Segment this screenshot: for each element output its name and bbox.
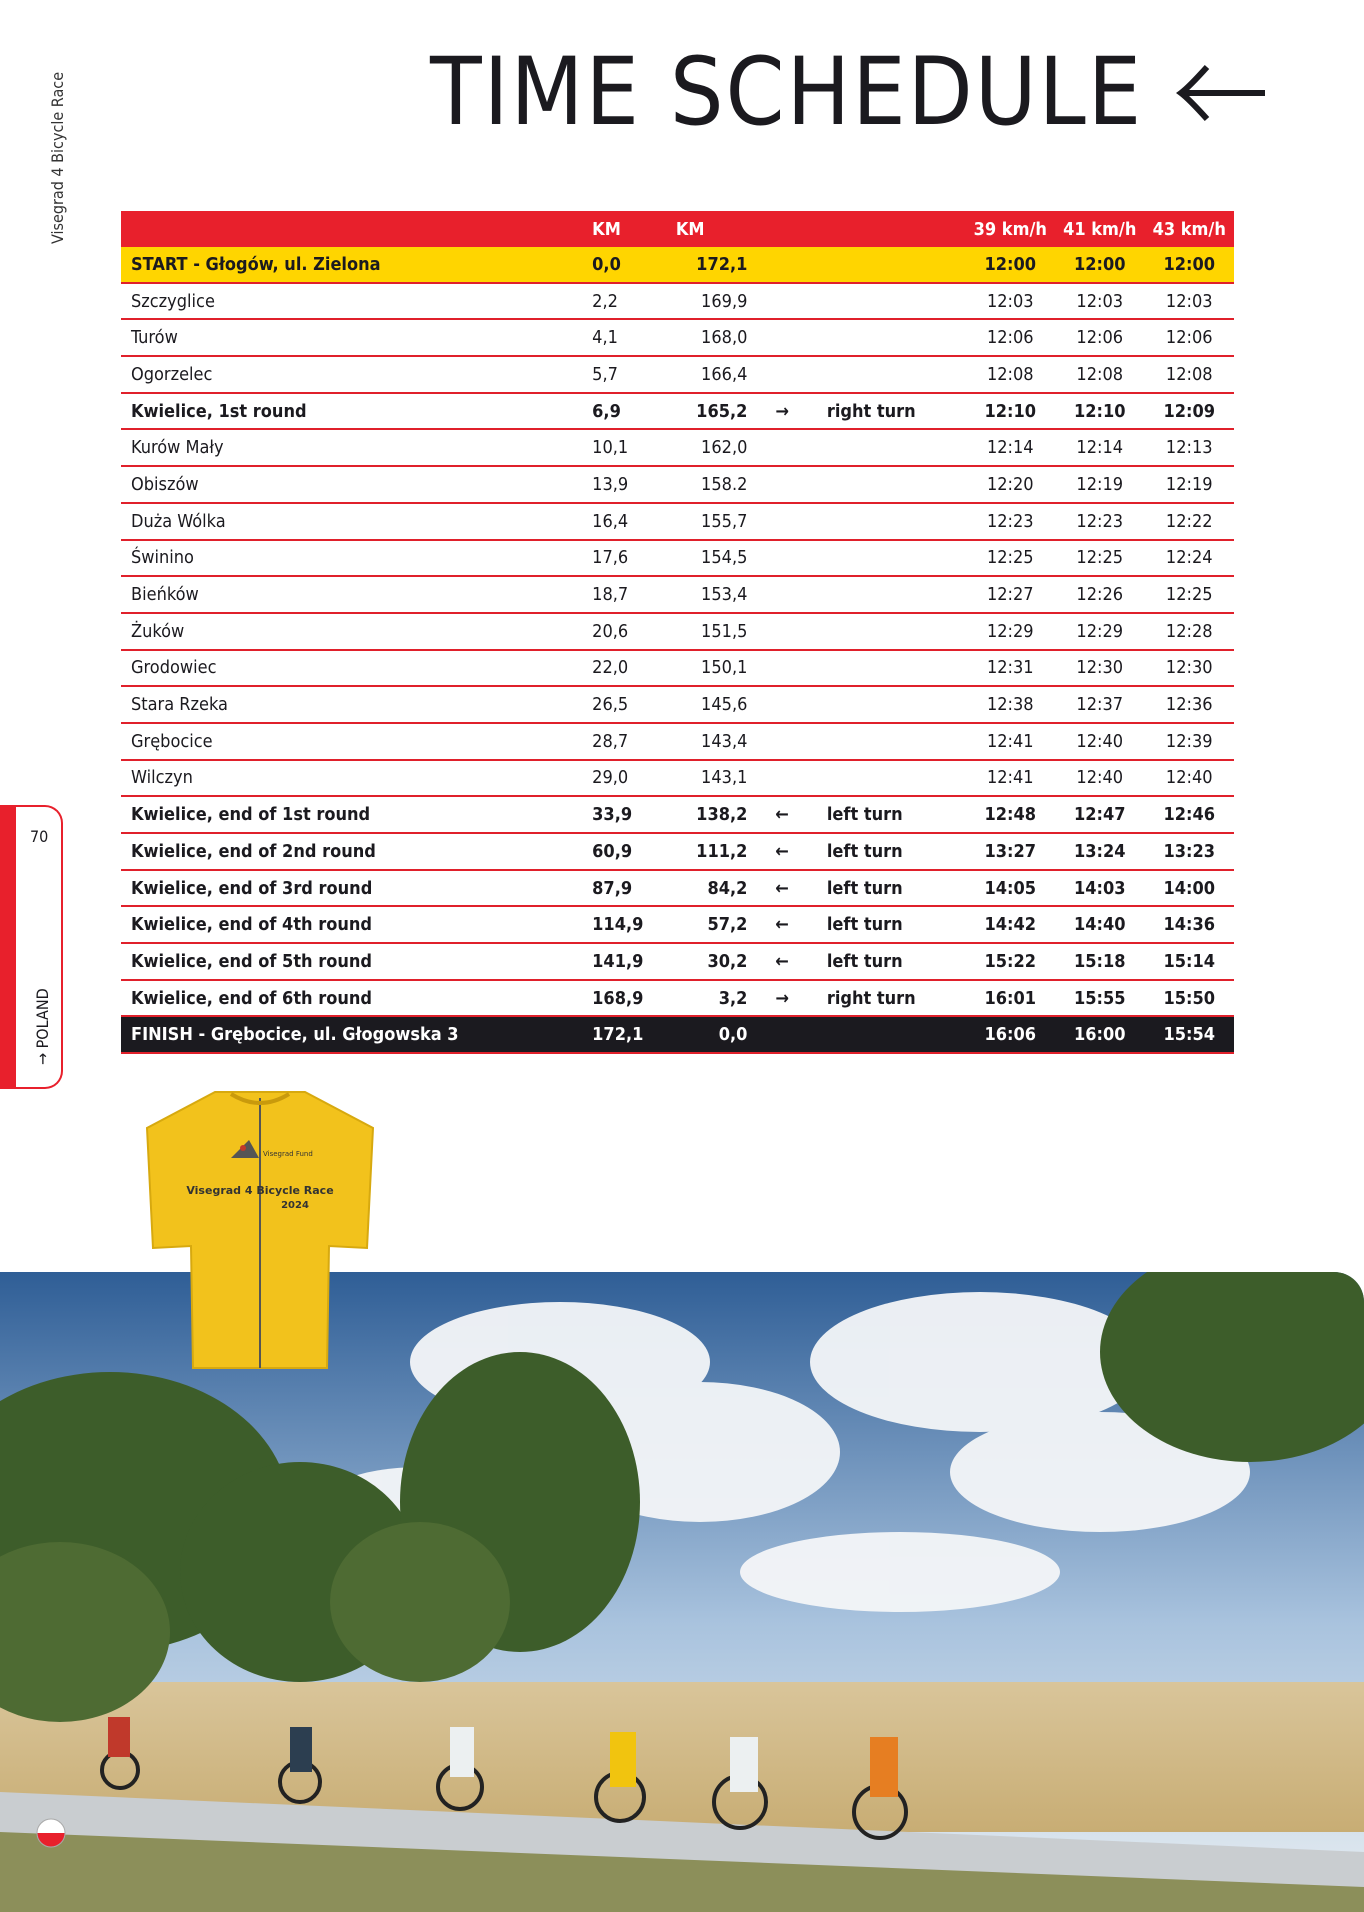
turn-arrow-icon: → [775, 393, 826, 430]
turn-label [827, 1016, 966, 1053]
time-39: 16:06 [966, 1016, 1055, 1053]
km-remaining: 169,9 [664, 283, 776, 320]
km-remaining: 166,4 [664, 356, 776, 393]
km-remaining: 172,1 [664, 247, 776, 283]
turn-label: right turn [827, 980, 966, 1017]
turn-label: right turn [827, 393, 966, 430]
table-row [121, 833, 1234, 870]
header-km: KM [578, 211, 664, 247]
place-name: Stara Rzeka [121, 686, 578, 723]
place-name: Kwielice, 1st round [121, 393, 578, 430]
turn-label [827, 613, 966, 650]
time-41: 12:30 [1055, 650, 1144, 687]
km-remaining: 30,2 [664, 943, 776, 980]
km-remaining: 151,5 [664, 613, 776, 650]
place-name: Kwielice, end of 3rd round [121, 870, 578, 907]
turn-label [827, 466, 966, 503]
turn-arrow-icon [775, 283, 826, 320]
time-39: 12:14 [966, 429, 1055, 466]
time-43: 12:36 [1144, 686, 1234, 723]
table-row [121, 796, 1234, 833]
table-row [121, 466, 1234, 503]
turn-label [827, 356, 966, 393]
table-row [121, 906, 1234, 943]
time-39: 12:06 [966, 319, 1055, 356]
km-from-start: 33,9 [578, 796, 664, 833]
km-from-start: 13,9 [578, 466, 664, 503]
time-41: 12:23 [1055, 503, 1144, 540]
km-from-start: 60,9 [578, 833, 664, 870]
turn-arrow-icon [775, 540, 826, 577]
turn-label [827, 576, 966, 613]
time-43: 15:54 [1144, 1016, 1234, 1053]
km-remaining: 138,2 [664, 796, 776, 833]
time-41: 12:37 [1055, 686, 1144, 723]
turn-arrow-icon: ← [775, 943, 826, 980]
time-43: 12:13 [1144, 429, 1234, 466]
place-name: Kwielice, end of 5th round [121, 943, 578, 980]
turn-label: left turn [827, 870, 966, 907]
km-from-start: 29,0 [578, 760, 664, 797]
time-41: 12:08 [1055, 356, 1144, 393]
km-from-start: 10,1 [578, 429, 664, 466]
jersey-title: Visegrad 4 Bicycle Race [186, 1184, 334, 1197]
km-remaining: 145,6 [664, 686, 776, 723]
page-title [430, 38, 1269, 147]
turn-arrow-icon [775, 503, 826, 540]
header-turn [827, 211, 966, 247]
km-from-start: 141,9 [578, 943, 664, 980]
time-43: 14:00 [1144, 870, 1234, 907]
turn-arrow-icon [775, 356, 826, 393]
time-39: 14:05 [966, 870, 1055, 907]
km-remaining: 150,1 [664, 650, 776, 687]
time-39: 12:38 [966, 686, 1055, 723]
time-39: 15:22 [966, 943, 1055, 980]
time-39: 12:48 [966, 796, 1055, 833]
sidebar-title-text: Visegrad 4 Bicycle Race [48, 71, 67, 244]
time-39: 12:31 [966, 650, 1055, 687]
place-name: Duża Wólka [121, 503, 578, 540]
time-43: 12:08 [1144, 356, 1234, 393]
turn-arrow-icon: ← [775, 796, 826, 833]
time-43: 14:36 [1144, 906, 1234, 943]
table-row [121, 1016, 1234, 1053]
km-remaining: 0,0 [664, 1016, 776, 1053]
km-from-start: 17,6 [578, 540, 664, 577]
km-remaining: 165,2 [664, 393, 776, 430]
time-39: 12:29 [966, 613, 1055, 650]
km-from-start: 168,9 [578, 980, 664, 1017]
km-remaining: 3,2 [664, 980, 776, 1017]
table-row [121, 540, 1234, 577]
table-row [121, 870, 1234, 907]
time-39: 12:27 [966, 576, 1055, 613]
place-name: Grodowiec [121, 650, 578, 687]
time-43: 12:06 [1144, 319, 1234, 356]
km-remaining: 111,2 [664, 833, 776, 870]
place-name: Bieńków [121, 576, 578, 613]
turn-arrow-icon [775, 1016, 826, 1053]
time-43: 12:24 [1144, 540, 1234, 577]
km-remaining: 155,7 [664, 503, 776, 540]
place-name: Żuków [121, 613, 578, 650]
time-41: 12:40 [1055, 760, 1144, 797]
km-from-start: 22,0 [578, 650, 664, 687]
table-row [121, 247, 1234, 283]
turn-label [827, 247, 966, 283]
time-39: 13:27 [966, 833, 1055, 870]
place-name: Kurów Mały [121, 429, 578, 466]
turn-arrow-icon [775, 466, 826, 503]
turn-label [827, 540, 966, 577]
km-from-start: 0,0 [578, 247, 664, 283]
tab-stripe [0, 807, 16, 1087]
time-39: 12:00 [966, 247, 1055, 283]
time-39: 16:01 [966, 980, 1055, 1017]
turn-arrow-icon [775, 723, 826, 760]
km-remaining: 158.2 [664, 466, 776, 503]
time-39: 12:41 [966, 760, 1055, 797]
turn-arrow-icon [775, 613, 826, 650]
turn-arrow-icon [775, 319, 826, 356]
km-from-start: 28,7 [578, 723, 664, 760]
km-from-start: 20,6 [578, 613, 664, 650]
turn-label [827, 760, 966, 797]
table-row [121, 760, 1234, 797]
km-from-start: 16,4 [578, 503, 664, 540]
turn-label: left turn [827, 943, 966, 980]
time-41: 12:14 [1055, 429, 1144, 466]
turn-arrow-icon [775, 247, 826, 283]
turn-arrow-icon [775, 576, 826, 613]
place-name: Wilczyn [121, 760, 578, 797]
time-43: 12:19 [1144, 466, 1234, 503]
km-from-start: 114,9 [578, 906, 664, 943]
time-39: 14:42 [966, 906, 1055, 943]
turn-arrow-icon [775, 686, 826, 723]
time-41: 12:25 [1055, 540, 1144, 577]
turn-label [827, 686, 966, 723]
turn-arrow-icon: ← [775, 833, 826, 870]
time-43: 12:22 [1144, 503, 1234, 540]
time-43: 12:28 [1144, 613, 1234, 650]
time-41: 12:10 [1055, 393, 1144, 430]
km-from-start: 2,2 [578, 283, 664, 320]
km-remaining: 84,2 [664, 870, 776, 907]
time-43: 15:14 [1144, 943, 1234, 980]
time-43: 12:30 [1144, 650, 1234, 687]
place-name: Obiszów [121, 466, 578, 503]
km-remaining: 153,4 [664, 576, 776, 613]
time-43: 12:00 [1144, 247, 1234, 283]
yellow-jersey-image [145, 1088, 375, 1370]
poland-flag-icon [36, 1818, 66, 1848]
time-41: 12:03 [1055, 283, 1144, 320]
time-41: 15:55 [1055, 980, 1144, 1017]
time-39: 12:10 [966, 393, 1055, 430]
place-name: START - Głogów, ul. Zielona [121, 247, 578, 283]
page-tab [0, 805, 63, 1089]
km-remaining: 143,4 [664, 723, 776, 760]
time-43: 12:25 [1144, 576, 1234, 613]
time-41: 12:40 [1055, 723, 1144, 760]
turn-arrow-icon: ← [775, 906, 826, 943]
time-41: 12:00 [1055, 247, 1144, 283]
header-speed-43: 43 km/h [1144, 211, 1234, 247]
header-speed-41: 41 km/h [1055, 211, 1144, 247]
place-name: Kwielice, end of 1st round [121, 796, 578, 833]
table-row [121, 576, 1234, 613]
time-41: 12:19 [1055, 466, 1144, 503]
time-43: 13:23 [1144, 833, 1234, 870]
turn-arrow-icon [775, 650, 826, 687]
jersey-brand-text: Visegrad Fund [263, 1150, 313, 1158]
place-name: Kwielice, end of 4th round [121, 906, 578, 943]
time-43: 12:09 [1144, 393, 1234, 430]
time-41: 12:47 [1055, 796, 1144, 833]
place-name: FINISH - Grębocice, ul. Głogowska 3 [121, 1016, 578, 1053]
turn-label [827, 319, 966, 356]
time-41: 12:06 [1055, 319, 1144, 356]
time-41: 15:18 [1055, 943, 1144, 980]
country-label: → POLAND [33, 988, 52, 1065]
km-remaining: 168,0 [664, 319, 776, 356]
km-remaining: 162,0 [664, 429, 776, 466]
time-43: 12:40 [1144, 760, 1234, 797]
table-header-row [121, 211, 1234, 247]
place-name: Ogorzelec [121, 356, 578, 393]
time-41: 14:03 [1055, 870, 1144, 907]
time-schedule-table [121, 211, 1234, 1054]
km-remaining: 143,1 [664, 760, 776, 797]
time-43: 12:39 [1144, 723, 1234, 760]
time-39: 12:25 [966, 540, 1055, 577]
jersey-year: 2024 [281, 1200, 309, 1211]
table-row [121, 429, 1234, 466]
km-from-start: 18,7 [578, 576, 664, 613]
km-from-start: 4,1 [578, 319, 664, 356]
table-row [121, 980, 1234, 1017]
table-row [121, 319, 1234, 356]
place-name: Kwielice, end of 2nd round [121, 833, 578, 870]
km-from-start: 172,1 [578, 1016, 664, 1053]
time-43: 12:03 [1144, 283, 1234, 320]
turn-label [827, 503, 966, 540]
page-title-text: TIME SCHEDULE [430, 38, 1144, 147]
turn-arrow-icon: ← [775, 870, 826, 907]
turn-label [827, 283, 966, 320]
turn-arrow-icon [775, 760, 826, 797]
time-39: 12:41 [966, 723, 1055, 760]
header-arrow [775, 211, 826, 247]
header-km-remaining: KM [664, 211, 776, 247]
table-row [121, 393, 1234, 430]
turn-label [827, 723, 966, 760]
time-41: 16:00 [1055, 1016, 1144, 1053]
km-from-start: 26,5 [578, 686, 664, 723]
time-41: 12:26 [1055, 576, 1144, 613]
time-43: 15:50 [1144, 980, 1234, 1017]
table-row [121, 356, 1234, 393]
table-row [121, 283, 1234, 320]
km-remaining: 154,5 [664, 540, 776, 577]
header-speed-39: 39 km/h [966, 211, 1055, 247]
time-39: 12:20 [966, 466, 1055, 503]
table-row [121, 650, 1234, 687]
time-41: 12:29 [1055, 613, 1144, 650]
time-43: 12:46 [1144, 796, 1234, 833]
time-41: 14:40 [1055, 906, 1144, 943]
table-row [121, 723, 1234, 760]
place-name: Turów [121, 319, 578, 356]
km-from-start: 87,9 [578, 870, 664, 907]
turn-arrow-icon [775, 429, 826, 466]
place-name: Grębocice [121, 723, 578, 760]
turn-arrow-icon: → [775, 980, 826, 1017]
time-41: 13:24 [1055, 833, 1144, 870]
time-39: 12:03 [966, 283, 1055, 320]
place-name: Kwielice, end of 6th round [121, 980, 578, 1017]
turn-label [827, 429, 966, 466]
sidebar-title [48, 48, 68, 248]
turn-label [827, 650, 966, 687]
time-39: 12:23 [966, 503, 1055, 540]
table-row [121, 686, 1234, 723]
table-row [121, 943, 1234, 980]
table-row [121, 503, 1234, 540]
place-name: Szczyglice [121, 283, 578, 320]
turn-label: left turn [827, 833, 966, 870]
header-place [121, 211, 578, 247]
km-remaining: 57,2 [664, 906, 776, 943]
table-row [121, 613, 1234, 650]
km-from-start: 5,7 [578, 356, 664, 393]
arrow-left-icon [1173, 63, 1269, 123]
km-from-start: 6,9 [578, 393, 664, 430]
place-name: Świnino [121, 540, 578, 577]
turn-label: left turn [827, 906, 966, 943]
page-number: 70 [30, 827, 49, 846]
turn-label: left turn [827, 796, 966, 833]
time-39: 12:08 [966, 356, 1055, 393]
